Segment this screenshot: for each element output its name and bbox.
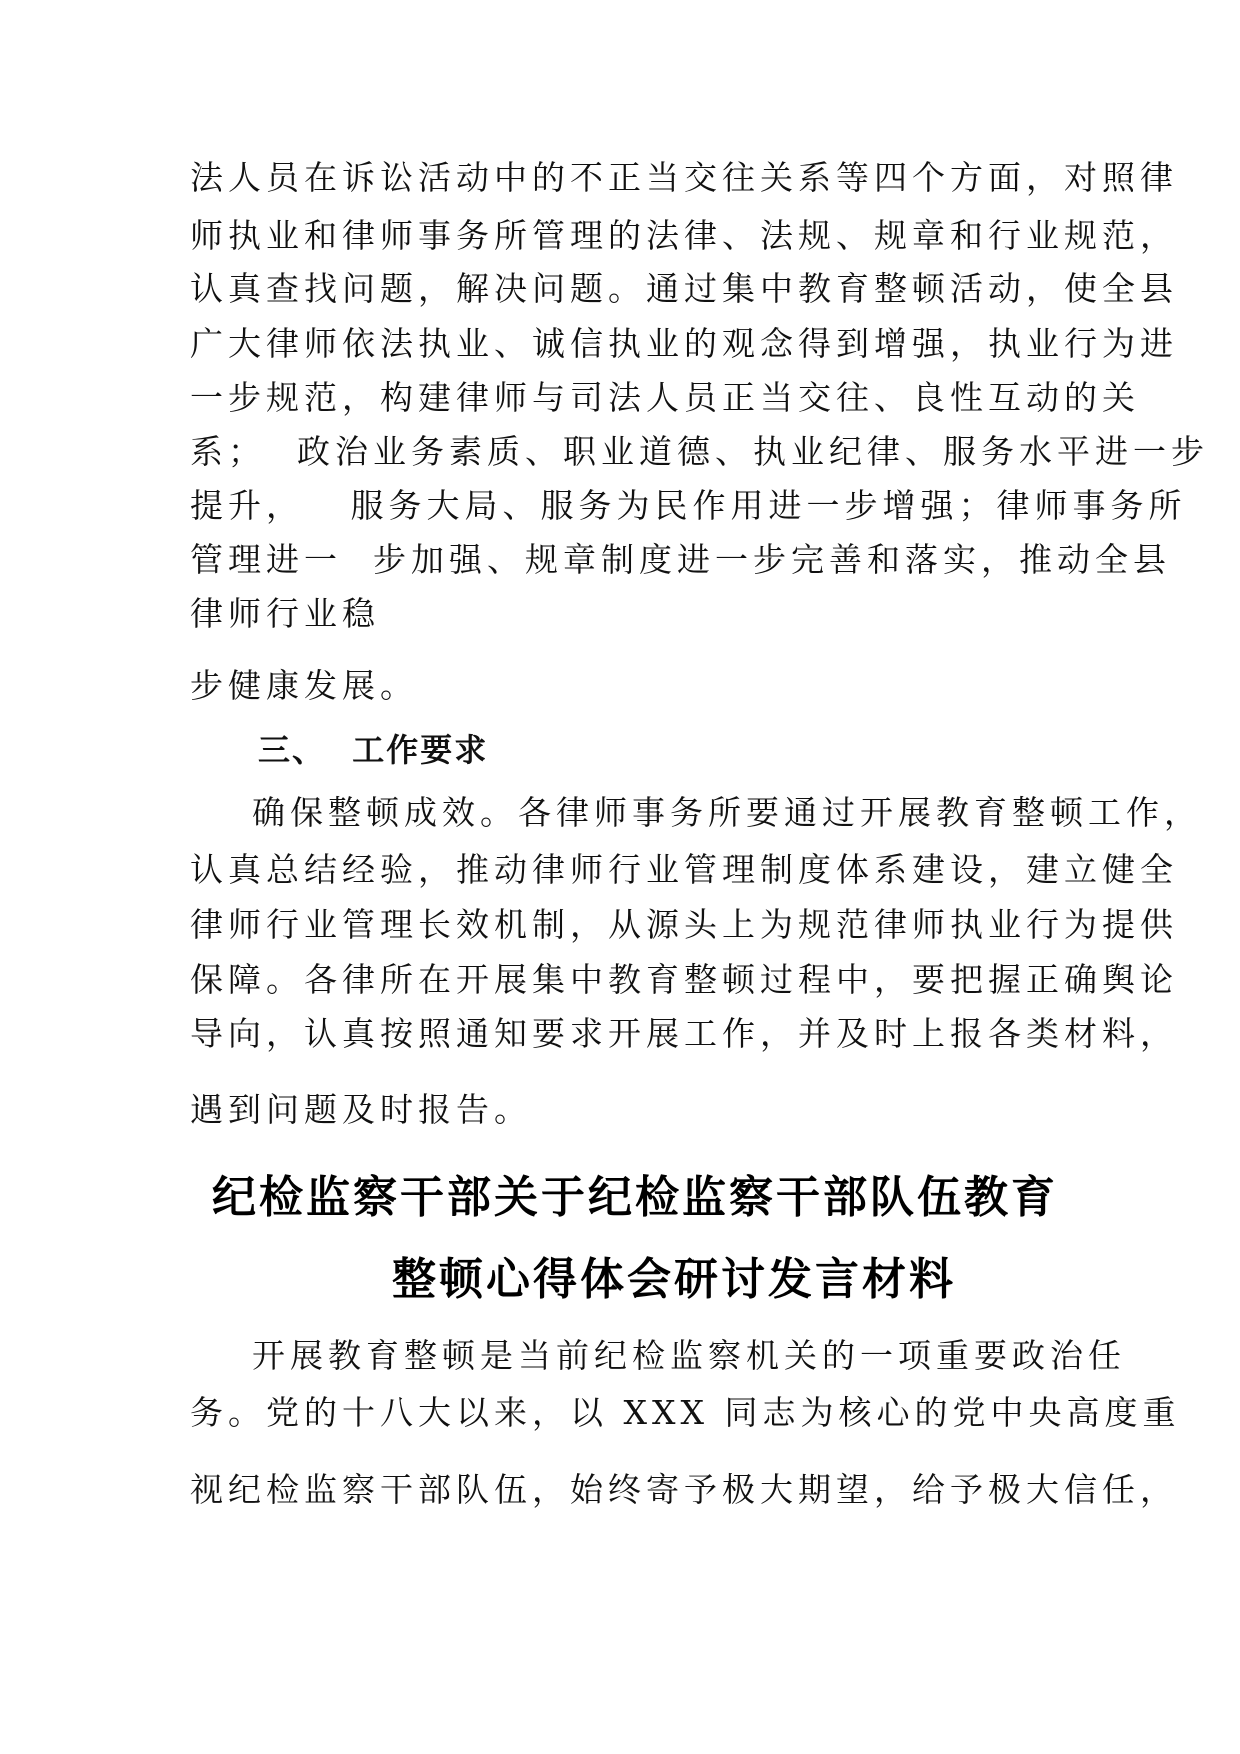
body-text-line: 步健康发展。 — [190, 666, 418, 705]
body-text-line: 系； 政治业务素质、职业道德、执业纪律、服务水平进一步 — [190, 432, 1209, 471]
body-text-line: 管理进一 步加强、规章制度进一步完善和落实，推动全县 — [190, 540, 1171, 579]
body-text-line: 确保整顿成效。各律师事务所要通过开展教育整顿工作， — [190, 793, 1202, 832]
body-text-line: 务。党的十八大以来，以 XXX 同志为核心的党中央高度重 — [190, 1393, 1181, 1432]
body-text-line: 律师行业稳 — [190, 594, 380, 633]
article-title-line-1: 纪检监察干部关于纪检监察干部队伍教育 — [212, 1172, 1058, 1223]
body-text-line: 广大律师依法执业、诚信执业的观念得到增强，执业行为进 — [190, 324, 1178, 363]
body-text-line: 法人员在诉讼活动中的不正当交往关系等四个方面，对照律 — [190, 158, 1178, 197]
body-text-line: 保障。各律所在开展集中教育整顿过程中，要把握正确舆论 — [190, 960, 1178, 999]
body-text-line: 认真总结经验，推动律师行业管理制度体系建设，建立健全 — [190, 850, 1178, 889]
section-heading: 三、 工作要求 — [258, 731, 489, 769]
article-title-line-2: 整顿心得体会研讨发言材料 — [392, 1254, 956, 1305]
body-text-line: 提升， 服务大局、服务为民作用进一步增强；律师事务所 — [190, 486, 1187, 525]
body-text-line: 认真查找问题，解决问题。通过集中教育整顿活动，使全县 — [190, 269, 1178, 308]
body-text-line: 导向，认真按照通知要求开展工作，并及时上报各类材料， — [190, 1014, 1178, 1053]
body-text-line: 一步规范，构建律师与司法人员正当交往、良性互动的关 — [190, 378, 1140, 417]
body-text-line: 师执业和律师事务所管理的法律、法规、规章和行业规范， — [190, 216, 1178, 255]
body-text-line: 律师行业管理长效机制，从源头上为规范律师执业行为提供 — [190, 905, 1178, 944]
body-text-line: 遇到问题及时报告。 — [190, 1090, 532, 1129]
body-text-line: 开展教育整顿是当前纪检监察机关的一项重要政治任 — [190, 1336, 1126, 1375]
body-text-line: 视纪检监察干部队伍，始终寄予极大期望，给予极大信任， — [190, 1470, 1178, 1509]
